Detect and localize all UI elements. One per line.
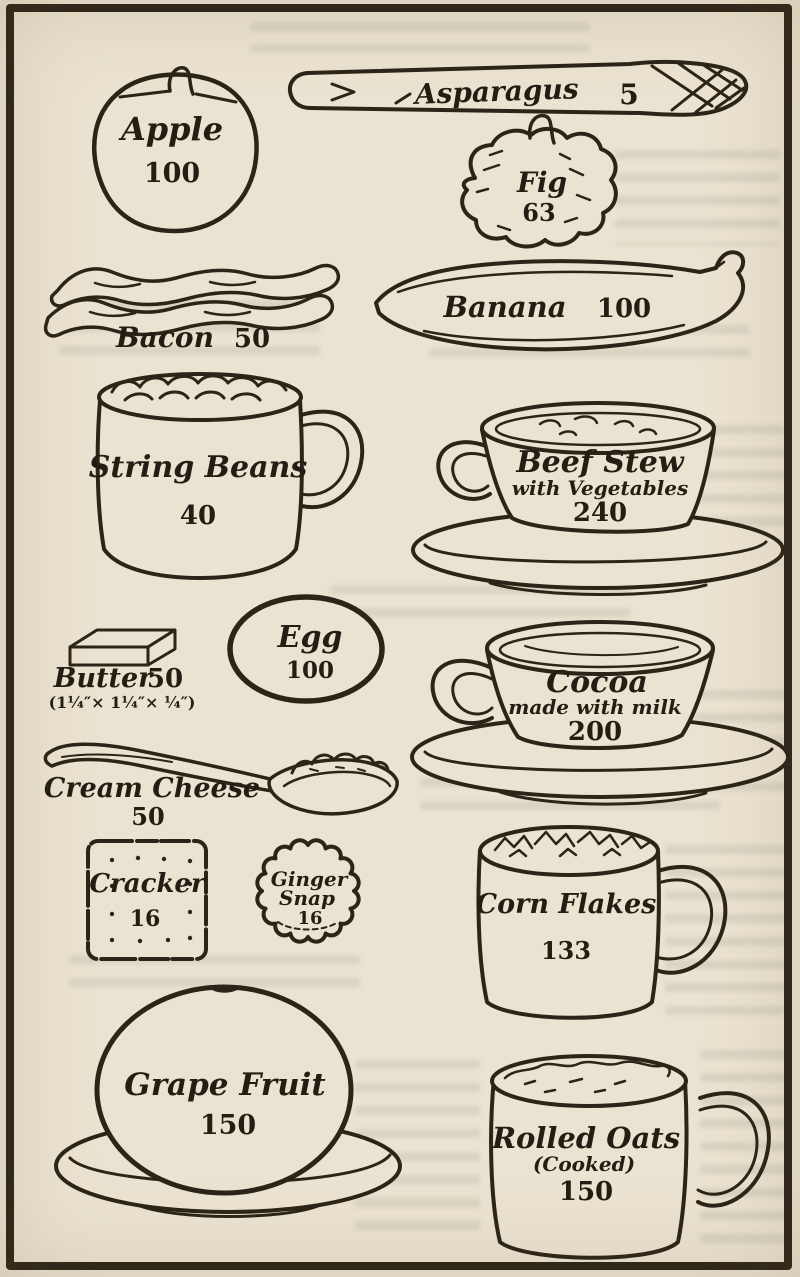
apple-figure [94, 68, 256, 231]
cracker-label: Cracker [89, 869, 205, 899]
string-beans-figure [89, 374, 363, 578]
string-beans-calories: 40 [179, 501, 217, 531]
apple-label: Apple [120, 110, 224, 148]
ginger-snap-figure [257, 840, 358, 941]
butter-label: Butter [53, 663, 153, 694]
beef-stew-calories: 240 [572, 498, 628, 528]
cocoa-calories: 200 [567, 717, 623, 747]
cocoa-subtitle: made with milk [508, 695, 682, 719]
butter-calories: 50 [146, 664, 184, 694]
egg-figure [230, 597, 382, 701]
fig-label: Fig [516, 166, 568, 199]
butter-figure [49, 630, 196, 712]
asparagus-figure [290, 62, 746, 115]
egg-label: Egg [277, 620, 343, 655]
rolled-oats-figure [491, 1056, 769, 1258]
corn-flakes-figure [476, 827, 726, 1018]
grapefruit-label: Grape Fruit [124, 1067, 326, 1103]
fig-figure [462, 116, 616, 247]
asparagus-label: Asparagus [414, 72, 580, 111]
ginger-snap-label-line1: Ginger [270, 867, 348, 891]
rolled-oats-label: Rolled Oats [491, 1121, 681, 1155]
beef-stew-subtitle: with Vegetables [511, 476, 689, 500]
bacon-figure [46, 266, 339, 354]
egg-calories: 100 [285, 657, 335, 684]
beef-stew-label: Beef Stew [516, 445, 684, 480]
rolled-oats-calories: 150 [558, 1177, 614, 1207]
bacon-label: Bacon [116, 321, 214, 354]
corn-flakes-calories: 133 [540, 936, 592, 965]
butter-size-note: (1¼″× 1¼″× ¼″) [48, 693, 196, 712]
fig-calories: 63 [522, 198, 556, 227]
grapefruit-figure [56, 987, 400, 1217]
grapefruit-calories: 150 [199, 1110, 257, 1141]
ginger-snap-calories: 16 [297, 908, 323, 929]
banana-calories: 100 [596, 294, 652, 324]
rolled-oats-subtitle: (Cooked) [532, 1152, 636, 1176]
cracker-calories: 16 [129, 906, 161, 932]
asparagus-calories: 5 [619, 78, 639, 111]
string-beans-label: String Beans [88, 450, 308, 485]
cream-cheese-calories: 50 [131, 802, 165, 831]
beef-stew-figure [413, 403, 783, 595]
banana-label: Banana [443, 290, 567, 324]
cream-cheese-figure [44, 744, 397, 831]
cocoa-label: Cocoa [546, 665, 648, 700]
corn-flakes-label: Corn Flakes [475, 889, 657, 920]
bacon-calories: 50 [233, 324, 271, 354]
banana-figure [376, 252, 743, 349]
cocoa-figure [412, 622, 788, 804]
apple-calories: 100 [143, 158, 201, 189]
cream-cheese-label: Cream Cheese [43, 773, 261, 804]
ginger-snap-label-line2: Snap [279, 886, 335, 910]
cracker-figure [88, 841, 207, 959]
